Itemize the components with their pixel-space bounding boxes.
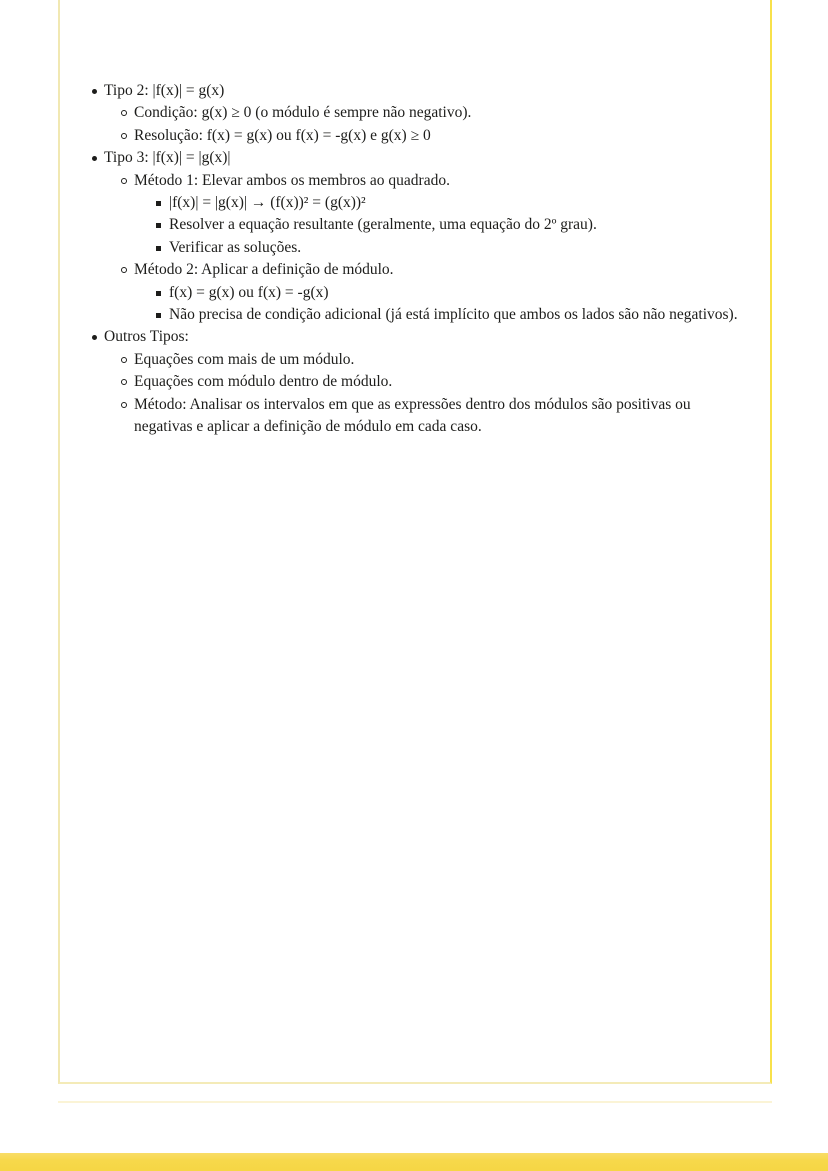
circle-bullet-icon [121,371,134,385]
square-bullet-icon [156,304,169,318]
list-item [60,80,770,102]
list-item [60,349,770,371]
list-item-text: Condição: g(x) ≥ 0 (o módulo é sempre não negativo). [134,104,472,122]
list-item [60,147,770,169]
circle-bullet-icon [121,394,134,408]
list-item [60,394,770,439]
list-item [60,192,770,214]
footer-accent-bar [0,1153,828,1171]
next-card-top-border [58,1101,772,1103]
list-item [60,170,770,192]
list-item-text: Método 1: Elevar ambos os membros ao quadrado. [134,171,450,189]
list-item-text: Método: Analisar os intervalos em que as expressões dentro dos módulos são positivas ou negativas e aplicar a definição de módulo em cada caso. [134,395,691,436]
list-item-text: Tipo 3: |f(x)| = |g(x)| [104,149,231,167]
list-item-text: Outros Tipos: [104,328,189,346]
disc-bullet-icon [92,326,104,340]
list-item [60,125,770,147]
disc-bullet-icon [92,147,104,161]
square-bullet-icon [156,192,169,206]
list-item-text: Verificar as soluções. [169,238,302,256]
circle-bullet-icon [121,170,134,184]
document-card [58,0,772,1084]
list-item [60,259,770,281]
circle-bullet-icon [121,102,134,116]
disc-bullet-icon [92,80,104,94]
list-item-text: Não precisa de condição adicional (já está implícito que ambos os lados são não negativos). [169,306,738,324]
list-item-text: Equações com mais de um módulo. [134,350,355,368]
list-item [60,326,770,348]
circle-bullet-icon [121,349,134,363]
list-item [60,237,770,259]
circle-bullet-icon [121,125,134,139]
list-item [60,282,770,304]
list-item-text: Tipo 2: |f(x)| = g(x) [104,82,225,99]
square-bullet-icon [156,282,169,296]
list-item [60,304,770,326]
list-item [60,102,770,124]
list-item-text: |f(x)| = |g(x)| → (f(x))² = (g(x))² [169,194,366,212]
list-item-text: Resolver a equação resultante (geralmente, uma equação do 2º grau). [169,216,597,234]
list-item-text: Resolução: f(x) = g(x) ou f(x) = -g(x) e g(x) ≥ 0 [134,126,431,144]
list-item-text: Equações com módulo dentro de módulo. [134,373,393,391]
square-bullet-icon [156,214,169,228]
circle-bullet-icon [121,259,134,273]
list-item-text: Método 2: Aplicar a definição de módulo. [134,261,394,279]
list-item [60,371,770,393]
list-item [60,214,770,236]
square-bullet-icon [156,237,169,251]
document-content [60,80,770,439]
list-item-text: f(x) = g(x) ou f(x) = -g(x) [169,283,329,301]
